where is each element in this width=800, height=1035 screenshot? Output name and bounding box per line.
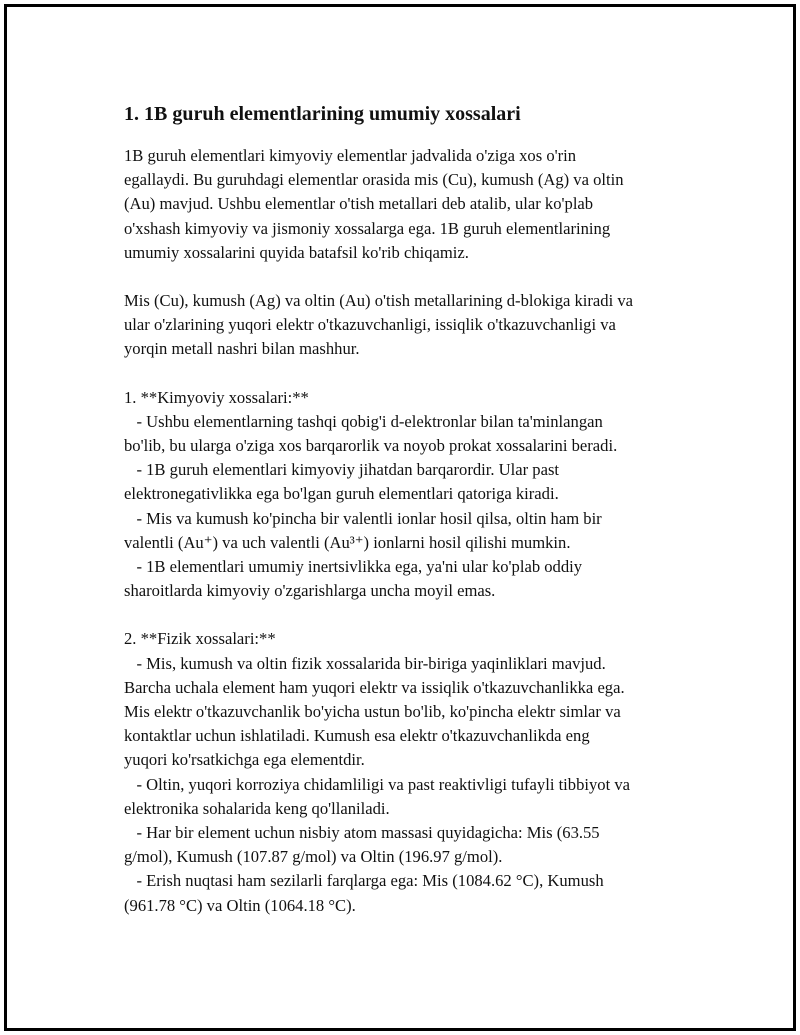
document-body (124, 100, 704, 918)
paragraph-gap (124, 265, 704, 289)
physical-properties-section: 2. **Fizik xossalari:** - Mis, kumush va oltin fizik xossalarida bir-biriga yaqinliklari mavjud. Barcha uchala element ham yuqori elektr va issiqlik o'tkazuvchanlikka ega. Mis elektr o'tkazuvchanlik bo'yicha ustun bo'lib, ko'pincha elektr simlar va kontaktlar uchun ishlatiladi. Kumush esa elektr o'tkazuvchanlikda eng yuqori ko'rsatkichga ega elementdir. - Oltin, yuqori korroziya chidamliligi va past reaktivligi tufayli tibbiyot va elektronika sohalarida keng qo'llaniladi. - Har bir element uchun nisbiy atom massasi quyidagicha: Mis (63.55 g/mol), Kumush (107.87 g/mol) va Oltin (196.97 g/mol). - Erish nuqtasi ham sezilarli farqlarga ega: Mis (1084.62 °C), Kumush (961.78 °C) va Oltin (1064.18 °C). (124, 629, 631, 915)
paragraph-gap (124, 362, 704, 386)
document-title: 1. 1B guruh elementlarining umumiy xossalari (124, 103, 521, 125)
intro-paragraph: 1B guruh elementlari kimyoviy elementlar jadvalida o'ziga xos o'rin egallaydi. Bu guruhdagi elementlar orasida mis (Cu), kumush (Ag) va oltin (Au) mavjud. Ushbu elementlar o'tish metallari deb atalib, ular ko'plab o'xshash kimyoviy va jismoniy xossalarga ega. 1B guruh elementlarining umumiy xossalarini quyida batafsil ko'rib chiqamiz. (124, 146, 624, 262)
paragraph-gap (124, 603, 704, 627)
metals-paragraph: Mis (Cu), kumush (Ag) va oltin (Au) o'tish metallarining d-blokiga kiradi va ular o'zlarining yuqori elektr o'tkazuvchanligi, issiqlik o'tkazuvchanligi va yorqin metall nashri bilan mashhur. (124, 291, 634, 359)
page-frame (4, 4, 796, 1031)
chemical-properties-section: 1. **Kimyoviy xossalari:** - Ushbu elementlarning tashqi qobig'i d-elektronlar bilan ta'minlangan bo'lib, bu ularga o'ziga xos barqarorlik va noyob prokat xossalarini beradi. - 1B guruh elementlari kimyoviy jihatdan barqarordir. Ular past elektronegativlikka ega bo'lgan guruh elementlari qatoriga kiradi. - Mis va kumush ko'pincha bir valentli ionlar hosil qilsa, oltin ham bir valentli (Au⁺) va uch valentli (Au³⁺) ionlarni hosil qilishi mumkin. - 1B elementlari umumiy inertsivlikka ega, ya'ni ular ko'plab oddiy sharoitlarda kimyoviy o'zgarishlarga uncha moyil emas. (124, 387, 618, 601)
